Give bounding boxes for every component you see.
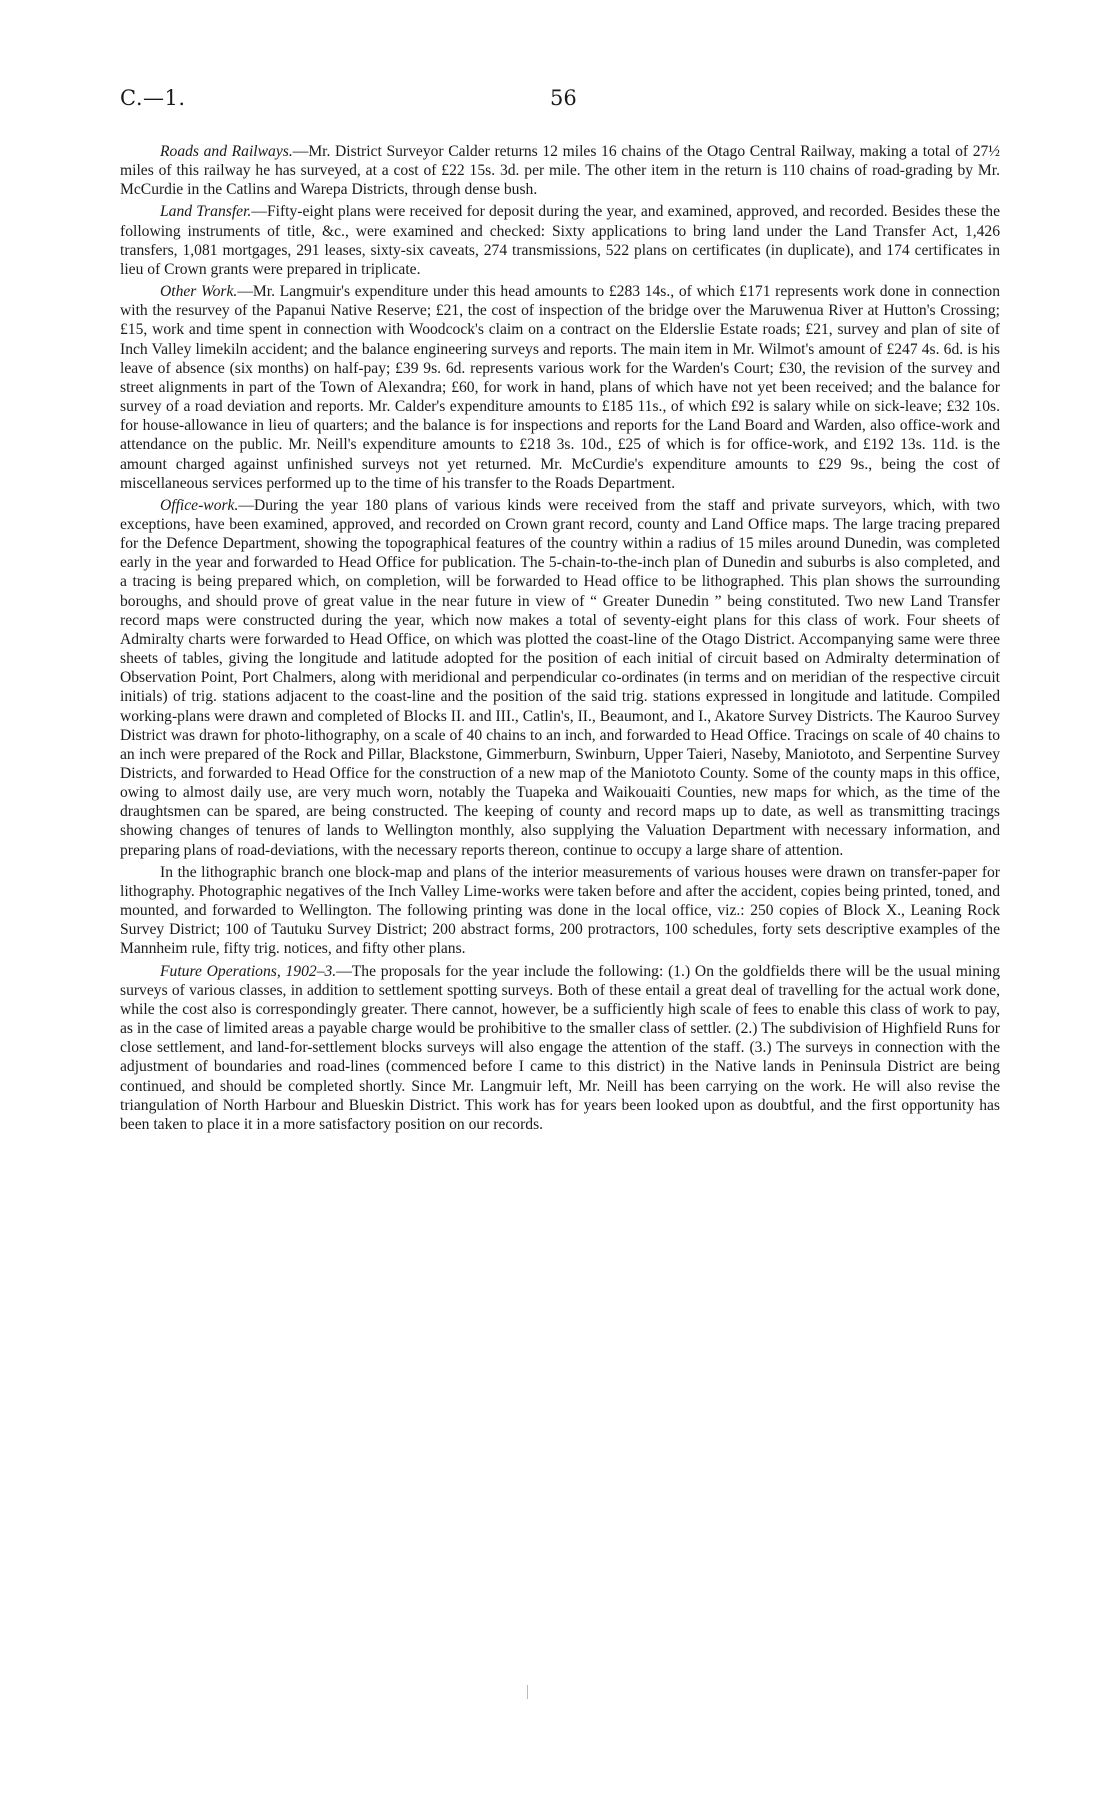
print-mark	[527, 1685, 528, 1699]
paragraph-text: —During the year 180 plans of various kinds were received from the staff and private surveyors, which, with two exceptions, have been examined, approved, and recorded on Crown grant record, county and Land Office maps. The large tracing prepared for the Defence Department, showing the topographical features of the country within a radius of 15 miles around Dunedin, was completed early in the year and forwarded to Head Office for publication. The 5-chain-to-the-inch plan of Dunedin and suburbs is also completed, and a tracing is being prepared which, on completion, will be forwarded to Head office to be lithographed. This plan shows the surrounding boroughs, and should prove of great value in the near future in view of “ Greater Dunedin ” being constituted. Two new Land Transfer record maps were constructed during the year, which now makes a total of seventy-eight plans for this class of work. Four sheets of Admiralty charts were forwarded to Head Office, on which was plotted the coast-line of the Otago District. Accompanying same were three sheets of tables, giving the longitude and latitude adopted for the position of each initial of circuit based on Admiralty determination of Observation Point, Port Chalmers, along with meridional and perpendicular co-ordinates (in terms and on meridian of the respective circuit initials) of trig. stations adjacent to the coast-line and the position of the said trig. stations expressed in longitude and latitude. Compiled working-plans were drawn and completed of Blocks II. and III., Catlin's, II., Beaumont, and I., Akatore Survey Districts. The Kauroo Survey District was drawn for photo-lithography, on a scale of 40 chains to an inch, and forwarded to Head Office. Tracings on scale of 40 chains to an inch were prepared of the Rock and Pillar, Blackstone, Gimmerburn, Swinburn, Upper Taieri, Naseby, Maniototo, and Serpentine Survey Districts, and forwarded to Head Office for the construction of a new map of the Maniototo County. Some of the county maps in this office, owing to almost daily use, are very much worn, notably the Tuapeka and Waikouaiti Counties, new maps for which, as the time of the draughtsmen can be spared, are being constructed. The keeping of county and record maps up to date, as well as transmitting tracings showing changes of tenures of lands to Wellington monthly, also supplying the Valuation Department with necessary information, and preparing plans of road-deviations, with the necessary reports thereon, continue to occupy a large share of attention.	[120, 496, 1000, 859]
page-number: 56	[550, 86, 577, 110]
document-reference: C.—1.	[120, 86, 186, 110]
paragraph-future-operations	[120, 962, 1000, 1134]
paragraph-text: —The proposals for the year include the following: (1.) On the goldfields there will be the usual mining surveys of various classes, in addition to settlement spotting surveys. Both of these entail a great deal of travelling for the actual work done, while the cost also is correspondingly greater. There cannot, however, be a sufficiently high scale of fees to enable this class of work to pay, as in the case of limited areas a payable charge would be prohibitive to the smaller class of settler. (2.) The subdivision of Highfield Runs for close settlement, and land-for-settlement blocks surveys will also engage the attention of the staff. (3.) The surveys in connection with the adjustment of boundaries and road-lines (commenced before I came to this district) in the Native lands in Peninsula District are being continued, and should be completed shortly. Since Mr. Langmuir left, Mr. Neill has been carrying on the work. He will also revise the triangulation of North Harbour and Blueskin District. This work has for years been looked upon as doubtful, and the first opportunity has been taken to place it in a more satisfactory position on our records.	[120, 962, 1000, 1133]
paragraph-heading: Office-work.	[160, 496, 239, 514]
paragraph-text: —Mr. District Surveyor Calder returns 12 miles 16 chains of the Otago Central Railway, making a total of 27½ miles of this railway he has surveyed, at a cost of £22 15s. 3d. per mile. The other item in the return is 110 chains of road-grading by Mr. McCurdie in the Catlins and Warepa Districts, through dense bush.	[120, 143, 1000, 199]
report-body	[120, 142, 1000, 1137]
paragraph-heading: Roads and Railways.	[160, 143, 293, 160]
paragraph-heading: Other Work.	[160, 283, 238, 301]
paragraph-office-work	[120, 496, 1000, 860]
paragraph-text: In the lithographic branch one block-map and plans of the interior measurements of various houses were drawn on transfer-paper for lithography. Photographic negatives of the Inch Valley Lime-works were taken before and after the accident, copies being printed, toned, and mounted, and forwarded to Wellington. The following printing was done in the local office, viz.: 250 copies of Block X., Leaning Rock Survey District; 100 of Tautuku Survey District; 200 abstract forms, 200 protractors, 100 schedules, forty sets descriptive examples of the Mannheim rule, fifty trig. notices, and fifty other plans.	[120, 863, 1000, 958]
paragraph-text: —Mr. Langmuir's expenditure under this head amounts to £283 14s., of which £171 represents work done in connection with the resurvey of the Papanui Native Reserve; £21, the cost of inspection of the bridge over the Maruwenua River at Hutton's Crossing; £15, work and time spent in connection with Woodcock's claim on a contract on the Elderslie Estate roads; £21, survey and plan of site of Inch Valley limekiln accident; and the balance engineering surveys and reports. The main item in Mr. Wilmot's amount of £247 4s. 6d. is his leave of absence (six months) on half-pay; £39 9s. 6d. represents various work for the Warden's Court; £30, the revision of the survey and street alignments in part of the Town of Alexandra; £60, for work in hand, plans of which have not yet been received; and the balance for survey of a road deviation and reports. Mr. Calder's expenditure amounts to £185 11s., of which £92 is salary while on sick-leave; £32 10s. for house-allowance in lieu of quarters; and the balance is for inspections and reports for the Land Board and Warden, also office-work and attendance on the public. Mr. Neill's expenditure amounts to £218 3s. 10d., £25 of which is for office-work, and £192 13s. 11d. is the amount charged against unfinished surveys not yet returned. Mr. McCurdie's expenditure amounts to £29 9s., being the cost of miscellaneous services performed up to the time of his transfer to the Roads Department.	[120, 283, 1000, 492]
paragraph-roads-and-railways	[120, 142, 1000, 199]
paragraph-heading: Future Operations, 1902–3.	[160, 962, 337, 980]
paragraph-land-transfer	[120, 202, 1000, 279]
paragraph-text: —Fifty-eight plans were received for deposit during the year, and examined, approved, and recorded. Besides these the following instruments of title, &c., were examined and checked: Sixty applications to bring land under the Land Transfer Act, 1,426 transfers, 1,081 mortgages, 291 leases, sixty-six caveats, 274 transmissions, 522 plans on certificates (in duplicate), and 174 certificates in lieu of Crown grants were prepared in triplicate.	[120, 203, 1000, 278]
paragraph-other-work	[120, 282, 1000, 493]
paragraph-lithographic-branch	[120, 863, 1000, 959]
paragraph-heading: Land Transfer.	[160, 203, 252, 221]
page-header	[120, 86, 994, 116]
